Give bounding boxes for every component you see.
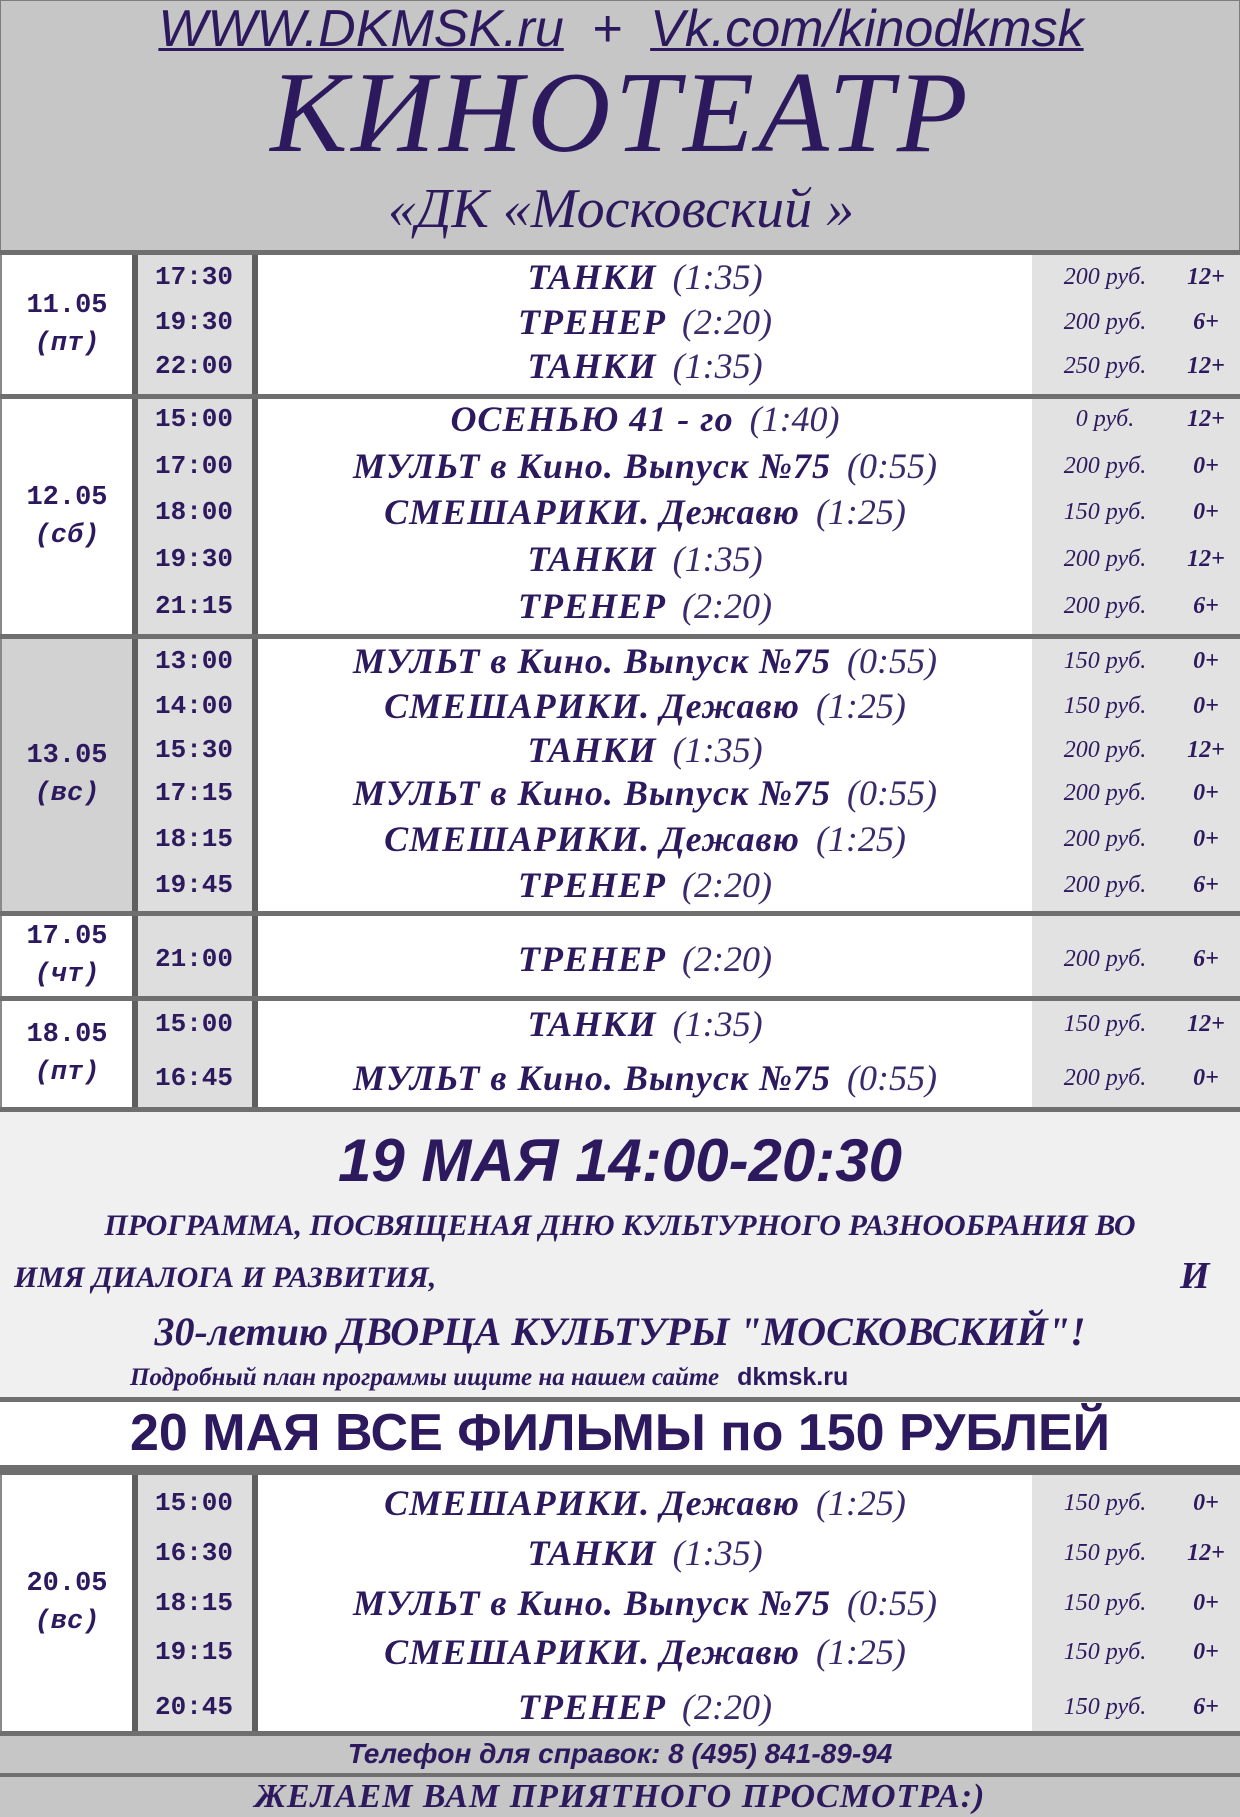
film-title: СМЕШАРИКИ. Дежавю: [384, 819, 800, 859]
film-duration: (2:20): [682, 586, 772, 626]
showtime-row: [0, 730, 1240, 770]
film-cell: [258, 686, 1032, 726]
showtime-row: [0, 1058, 1240, 1098]
show-time: 16:30: [154, 1538, 233, 1568]
ticket-price: 250 руб.: [1063, 353, 1147, 379]
show-time: 15:30: [154, 735, 233, 765]
ticket-price: 150 руб.: [1063, 648, 1147, 674]
film-title: МУЛЬТ в Кино. Выпуск №75: [352, 446, 832, 486]
age-rating: 12+: [1187, 353, 1225, 379]
show-time: 19:30: [154, 307, 233, 337]
film-duration: (1:25): [815, 819, 906, 859]
ticket-price: 150 руб.: [1063, 1490, 1147, 1516]
showtime-row: [0, 686, 1240, 726]
showtime-row: [0, 492, 1240, 532]
film-title: ТРЕНЕР: [518, 586, 667, 626]
ticket-price: 150 руб.: [1063, 1639, 1147, 1665]
film-title: СМЕШАРИКИ. Дежавю: [384, 1632, 800, 1672]
show-time: 21:15: [154, 591, 233, 621]
showtime-row: [0, 641, 1240, 681]
showtime-row: [0, 539, 1240, 579]
film-cell: [258, 939, 1032, 979]
film-title: ТАНКИ: [527, 1533, 657, 1573]
show-time: 18:00: [154, 497, 233, 527]
age-rating: 6+: [1193, 309, 1219, 335]
day-block: [0, 911, 1240, 996]
film-duration: (0:55): [847, 1058, 938, 1098]
film-title: ОСЕНЬЮ 41 - го: [450, 399, 734, 439]
show-time: 16:45: [154, 1063, 233, 1093]
show-time: 15:00: [154, 1009, 233, 1039]
film-cell: [258, 865, 1032, 905]
film-title: СМЕШАРИКИ. Дежавю: [384, 1483, 800, 1523]
showtime-row: [0, 939, 1240, 979]
ticket-price: 0 руб.: [1075, 406, 1135, 432]
film-duration: (1:25): [815, 1483, 906, 1523]
show-time: 17:00: [154, 451, 233, 481]
event-details-text: Подробный план программы ищите на нашем сайте: [130, 1364, 720, 1391]
film-title: ТРЕНЕР: [518, 865, 667, 905]
day-block: [0, 996, 1240, 1107]
ticket-price: 200 руб.: [1063, 946, 1147, 972]
ticket-price: 200 руб.: [1063, 826, 1147, 852]
film-duration: (1:40): [749, 399, 840, 439]
film-title: ТАНКИ: [527, 257, 657, 297]
ticket-price: 200 руб.: [1063, 872, 1147, 898]
film-duration: (1:25): [815, 492, 906, 532]
event-line-2: ИМЯ ДИАЛОГА И РАЗВИТИЯ,: [14, 1261, 437, 1294]
show-time: 19:30: [154, 544, 233, 574]
film-duration: (1:25): [815, 1632, 906, 1672]
age-rating: 0+: [1193, 1590, 1219, 1616]
film-duration: (1:35): [672, 539, 763, 579]
ticket-price: 150 руб.: [1063, 499, 1147, 525]
page-title: КИНОТЕАТР: [270, 49, 972, 177]
ticket-price: 200 руб.: [1063, 264, 1147, 290]
weekday: (вс): [34, 779, 100, 809]
ticket-price: 200 руб.: [1063, 309, 1147, 335]
phone-info: Телефон для справок: 8 (495) 841-89-94: [0, 1731, 1240, 1773]
film-duration: (1:35): [672, 257, 763, 297]
film-title: МУЛЬТ в Кино. Выпуск №75: [352, 1058, 832, 1098]
date: 17.05: [26, 922, 108, 952]
film-cell: [258, 302, 1032, 342]
event-line-1: ПРОГРАММА, ПОСВЯЩЕНАЯ ДНЮ КУЛЬТУРНОГО РАЗНООБРАНИЯ ВО: [104, 1209, 1136, 1242]
age-rating: 12+: [1187, 737, 1225, 763]
film-title: ТРЕНЕР: [518, 1687, 667, 1727]
date: 13.05: [26, 741, 108, 771]
film-cell: [258, 539, 1032, 579]
ticket-price: 150 руб.: [1063, 693, 1147, 719]
film-cell: [258, 730, 1032, 770]
show-time: 17:30: [154, 262, 233, 292]
vk-link[interactable]: Vk.com/kinodkmsk: [650, 0, 1084, 58]
page-subtitle: «ДК «Московский »: [387, 178, 855, 240]
showtime-row: [0, 1004, 1240, 1044]
film-duration: (0:55): [847, 1583, 938, 1623]
showtime-row: [0, 257, 1240, 297]
age-rating: 6+: [1193, 593, 1219, 619]
age-rating: 0+: [1193, 1639, 1219, 1665]
age-rating: 6+: [1193, 872, 1219, 898]
show-time: 17:15: [154, 778, 233, 808]
plus-sign: +: [591, 0, 623, 58]
show-time: 19:45: [154, 870, 233, 900]
film-title: МУЛЬТ в Кино. Выпуск №75: [352, 1583, 832, 1623]
show-time: 18:15: [154, 1588, 233, 1618]
show-time: 19:15: [154, 1637, 233, 1667]
age-rating: 0+: [1193, 780, 1219, 806]
film-cell: [258, 399, 1032, 439]
age-rating: 12+: [1187, 1540, 1225, 1566]
film-title: ТАНКИ: [527, 730, 657, 770]
film-duration: (1:35): [672, 1533, 763, 1573]
age-rating: 0+: [1193, 1065, 1219, 1091]
age-rating: 12+: [1187, 1011, 1225, 1037]
film-cell: [258, 492, 1032, 532]
age-rating: 12+: [1187, 406, 1225, 432]
show-time: 15:00: [154, 1488, 233, 1518]
film-duration: (1:25): [815, 686, 906, 726]
age-rating: 0+: [1193, 1490, 1219, 1516]
film-duration: (2:20): [682, 1687, 772, 1727]
film-cell: [258, 1533, 1032, 1573]
event-block: [0, 1107, 1240, 1397]
weekday: (пт): [34, 328, 100, 359]
event-line-3: 30-летию ДВОРЦА КУЛЬТУРЫ "МОСКОВСКИЙ"!: [154, 1309, 1086, 1354]
showtime-row: [0, 773, 1240, 813]
film-duration: (2:20): [682, 865, 772, 905]
show-time: 22:00: [154, 351, 233, 381]
showtime-row: [0, 586, 1240, 626]
film-cell: [258, 257, 1032, 297]
ticket-price: 150 руб.: [1063, 1540, 1147, 1566]
day-block: [0, 394, 1240, 634]
film-title: ТРЕНЕР: [518, 302, 667, 342]
film-cell: [258, 346, 1032, 386]
day-block: [0, 1470, 1240, 1731]
event-heading: 19 МАЯ 14:00-20:30: [337, 1127, 903, 1194]
promo-banner: 20 МАЯ ВСЕ ФИЛЬМЫ по 150 РУБЛЕЙ: [0, 1397, 1240, 1470]
age-rating: 6+: [1193, 1694, 1219, 1720]
date: 12.05: [26, 482, 108, 513]
ticket-price: 150 руб.: [1063, 1011, 1147, 1037]
weekday: (пт): [34, 1058, 100, 1088]
film-cell: [258, 641, 1032, 681]
age-rating: 0+: [1193, 499, 1219, 525]
age-rating: 12+: [1187, 546, 1225, 572]
film-cell: [258, 1632, 1032, 1672]
film-duration: (2:20): [682, 302, 772, 342]
showtime-row: [0, 1583, 1240, 1623]
weekday: (вс): [34, 1607, 100, 1637]
ticket-price: 200 руб.: [1063, 737, 1147, 763]
film-duration: (2:20): [682, 939, 772, 979]
event-and: И: [1180, 1255, 1210, 1297]
show-time: 20:45: [154, 1692, 233, 1722]
film-cell: [258, 1583, 1032, 1623]
ticket-price: 200 руб.: [1063, 546, 1147, 572]
film-cell: [258, 1004, 1032, 1044]
showtime-row: [0, 1483, 1240, 1523]
showtime-row: [0, 819, 1240, 859]
film-cell: [258, 586, 1032, 626]
age-rating: 0+: [1193, 453, 1219, 479]
weekday: (сб): [34, 520, 100, 551]
date: 18.05: [26, 1020, 108, 1050]
showtime-row: [0, 1687, 1240, 1727]
show-time: 13:00: [154, 646, 233, 676]
showtime-row: [0, 865, 1240, 905]
showtime-row: [0, 302, 1240, 342]
ticket-price: 150 руб.: [1063, 1590, 1147, 1616]
ticket-price: 200 руб.: [1063, 593, 1147, 619]
age-rating: 0+: [1193, 693, 1219, 719]
film-title: ТАНКИ: [527, 346, 657, 386]
day-block: [0, 634, 1240, 911]
ticket-price: 200 руб.: [1063, 453, 1147, 479]
show-time: 21:00: [154, 944, 233, 974]
film-cell: [258, 446, 1032, 486]
film-title: МУЛЬТ в Кино. Выпуск №75: [352, 641, 832, 681]
site-link[interactable]: WWW.DKMSK.ru: [158, 0, 564, 58]
age-rating: 0+: [1193, 648, 1219, 674]
weekday: (чт): [34, 960, 100, 990]
show-time: 18:15: [154, 824, 233, 854]
day-block: [0, 250, 1240, 394]
film-title: СМЕШАРИКИ. Дежавю: [384, 686, 800, 726]
showtime-row: [0, 346, 1240, 386]
film-title: ТАНКИ: [527, 1004, 657, 1044]
age-rating: 12+: [1187, 264, 1225, 290]
film-cell: [258, 819, 1032, 859]
film-title: ТАНКИ: [527, 539, 657, 579]
header: [0, 0, 1240, 252]
ticket-price: 150 руб.: [1063, 1694, 1147, 1720]
age-rating: 6+: [1193, 946, 1219, 972]
film-cell: [258, 1058, 1032, 1098]
film-cell: [258, 773, 1032, 813]
showtime-row: [0, 1533, 1240, 1573]
ticket-price: 200 руб.: [1063, 780, 1147, 806]
event-line-4: [130, 1360, 1130, 1395]
ticket-price: 200 руб.: [1063, 1065, 1147, 1091]
film-duration: (1:35): [672, 730, 763, 770]
film-duration: (1:35): [672, 1004, 763, 1044]
show-time: 14:00: [154, 691, 233, 721]
showtime-row: [0, 446, 1240, 486]
film-title: ТРЕНЕР: [518, 939, 667, 979]
film-cell: [258, 1687, 1032, 1727]
closing-wish: ЖЕЛАЕМ ВАМ ПРИЯТНОГО ПРОСМОТРА:): [0, 1773, 1240, 1817]
date: 20.05: [26, 1569, 108, 1599]
showtime-row: [0, 399, 1240, 439]
film-duration: (1:35): [672, 346, 763, 386]
film-duration: (0:55): [847, 446, 938, 486]
showtime-row: [0, 1632, 1240, 1672]
film-duration: (0:55): [847, 641, 938, 681]
film-title: МУЛЬТ в Кино. Выпуск №75: [352, 773, 832, 813]
event-site-link[interactable]: dkmsk.ru: [737, 1363, 849, 1391]
age-rating: 0+: [1193, 826, 1219, 852]
film-title: СМЕШАРИКИ. Дежавю: [384, 492, 800, 532]
show-time: 15:00: [154, 404, 233, 434]
date: 11.05: [26, 290, 108, 321]
film-duration: (0:55): [847, 773, 938, 813]
film-cell: [258, 1483, 1032, 1523]
